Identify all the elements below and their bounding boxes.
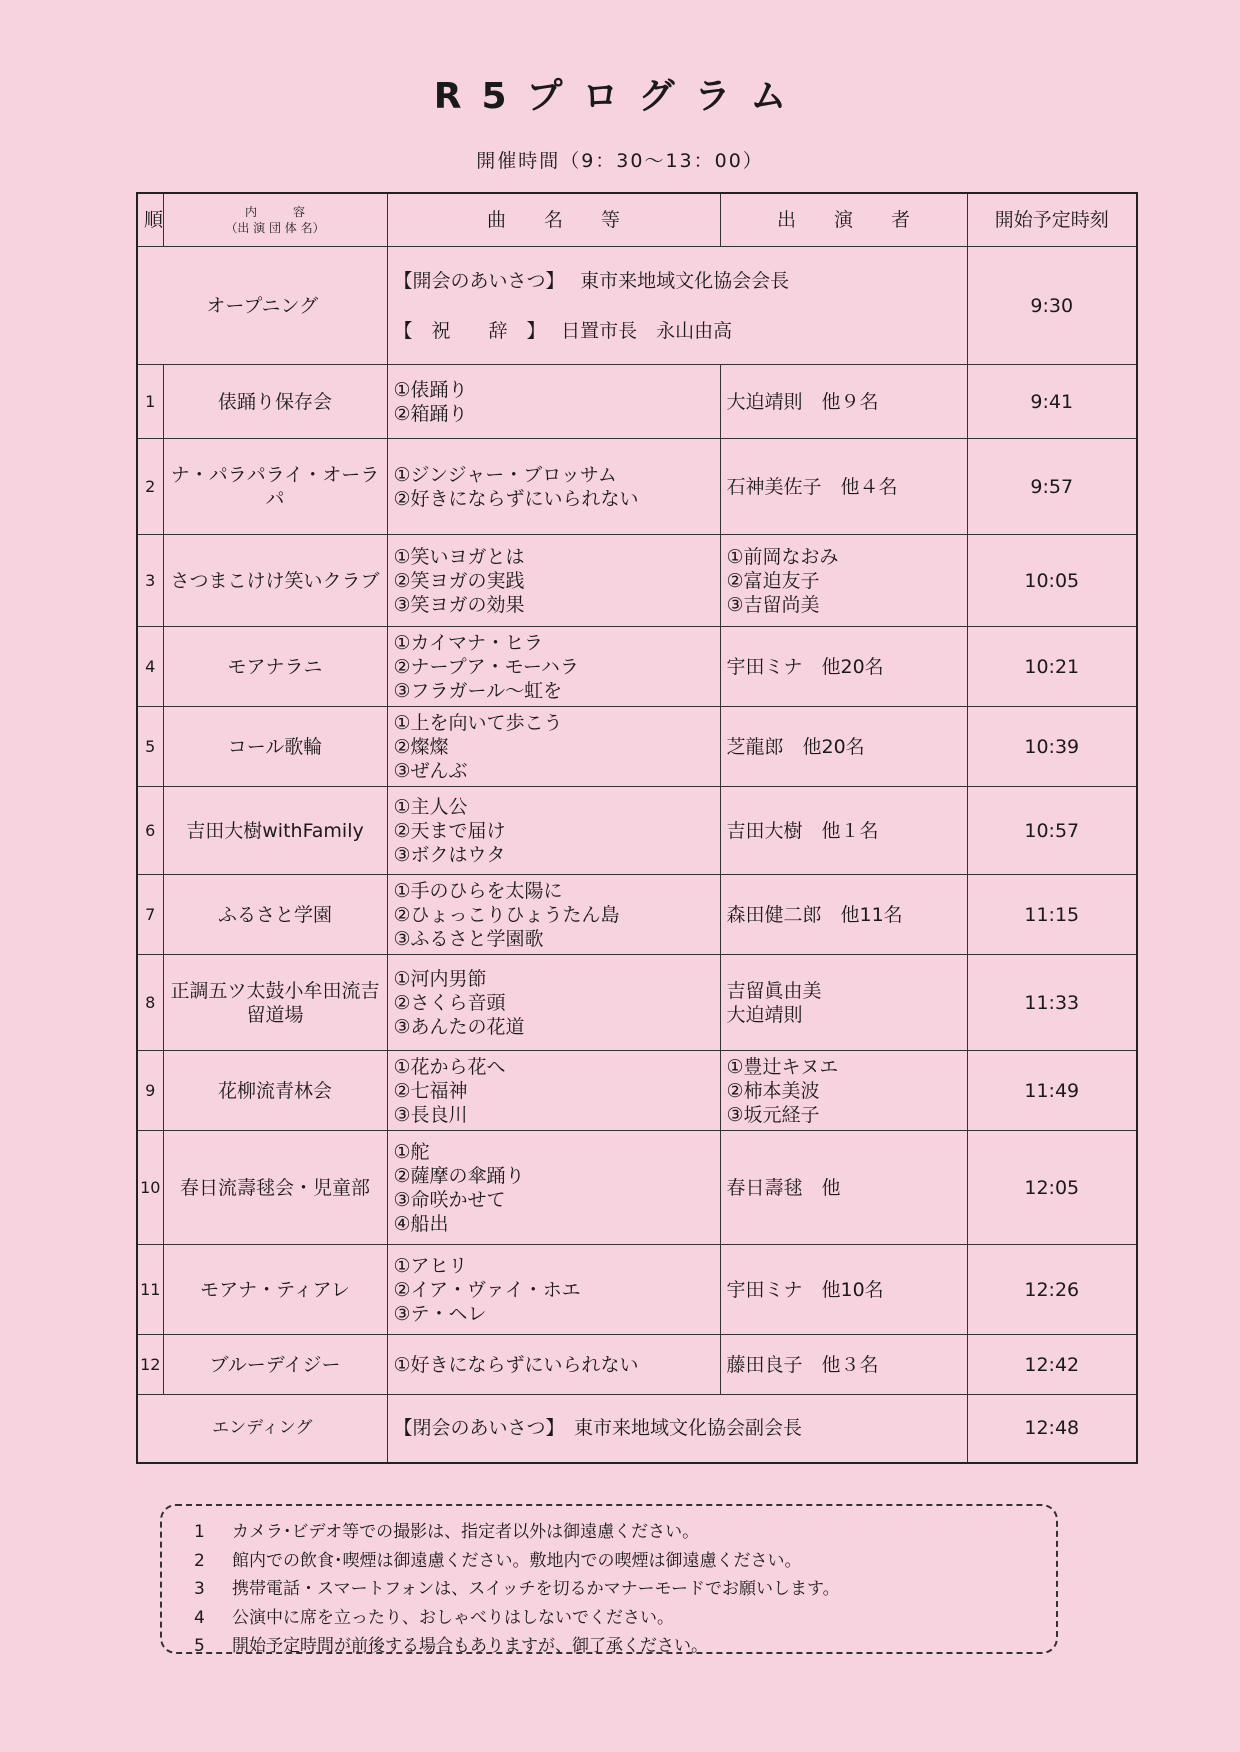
ending-row <box>137 1395 1137 1463</box>
performer-item: 藤田良子 他３名 <box>726 1353 879 1376</box>
row-number: 1 <box>137 365 163 439</box>
start-time: 10:05 <box>967 535 1137 627</box>
performer-list <box>720 365 967 439</box>
song-item: ①ジンジャー・ブロッサム <box>393 463 617 486</box>
song-item: ①笑いヨガとは <box>393 545 525 568</box>
table-row <box>137 707 1137 787</box>
song-item: ①カイマナ・ヒラ <box>393 631 543 654</box>
note-number: 3 <box>194 1579 205 1599</box>
song-item: ②天まで届け <box>393 819 506 842</box>
song-item: ④船出 <box>393 1212 449 1235</box>
note-item <box>194 1604 1056 1633</box>
performer-item: ①前岡なおみ <box>726 545 839 568</box>
note-item <box>194 1547 1056 1576</box>
opening-line-2-value: 日置市長 永山由高 <box>561 319 733 342</box>
start-time: 12:05 <box>967 1131 1137 1245</box>
start-time: 12:26 <box>967 1245 1137 1335</box>
song-item: ①上を向いて歩こう <box>393 711 563 734</box>
header-start-time: 開始予定時刻 <box>967 193 1137 247</box>
note-text: 携帯電話・スマートフォンは、スイッチを切るかマナーモードでお願いします。 <box>232 1579 840 1599</box>
song-item: ③命咲かせて <box>393 1188 506 1211</box>
ending-content: 【閉会のあいさつ】 東市来地域文化協会副会長 <box>387 1395 967 1463</box>
performer-list <box>720 1245 967 1335</box>
song-item: ①舵 <box>393 1140 430 1163</box>
opening-line-1 <box>394 269 961 293</box>
performer-item: 宇田ミナ 他20名 <box>726 655 884 678</box>
song-list <box>387 365 720 439</box>
performer-item: ②富迫友子 <box>726 569 820 592</box>
opening-time: 9:30 <box>967 247 1137 365</box>
row-number: 4 <box>137 627 163 707</box>
start-time: 11:15 <box>967 875 1137 955</box>
performer-item: 宇田ミナ 他10名 <box>726 1278 884 1301</box>
note-item <box>194 1632 1056 1661</box>
start-time: 9:57 <box>967 439 1137 535</box>
row-number: 6 <box>137 787 163 875</box>
song-item: ①手のひらを太陽に <box>393 879 563 902</box>
song-item: ①花から花へ <box>393 1055 506 1078</box>
program-rows <box>137 365 1137 1395</box>
note-item <box>194 1575 1056 1604</box>
song-item: ②笑ヨガの実践 <box>393 569 525 592</box>
performer-item: 春日壽毬 他 <box>726 1176 841 1199</box>
note-text: 館内での飲食･喫煙は御遠慮ください。敷地内での喫煙は御遠慮ください。 <box>232 1550 802 1571</box>
note-text: カメラ･ビデオ等での撮影は、指定者以外は御遠慮ください。 <box>232 1522 700 1542</box>
group-name: 俵踊り保存会 <box>163 365 387 439</box>
start-time: 12:42 <box>967 1335 1137 1395</box>
start-time: 11:49 <box>967 1051 1137 1131</box>
song-list <box>387 707 720 787</box>
opening-line-1-key: 【開会のあいさつ】 <box>393 269 556 292</box>
performer-item: 吉留眞由美 <box>726 979 822 1002</box>
table-row <box>137 1335 1137 1395</box>
song-item: ②好きにならずにいられない <box>393 487 639 510</box>
song-item: ②薩摩の傘踊り <box>393 1164 525 1187</box>
table-row <box>137 627 1137 707</box>
header-content <box>163 193 387 247</box>
song-item: ③あんたの花道 <box>393 1015 525 1038</box>
performer-list <box>720 1051 967 1131</box>
event-hours: 開催時間（9：30〜13：00） <box>476 150 764 172</box>
table-row <box>137 1245 1137 1335</box>
start-time: 10:21 <box>967 627 1137 707</box>
opening-row <box>137 247 1137 365</box>
performer-item: ②柿本美波 <box>726 1079 820 1102</box>
table-row <box>137 787 1137 875</box>
group-name: モアナ・ティアレ <box>163 1245 387 1335</box>
group-name: 春日流壽毬会・児童部 <box>163 1131 387 1245</box>
song-item: ③テ・ヘレ <box>393 1302 487 1325</box>
group-name: 正調五ツ太鼓小牟田流吉留道場 <box>163 955 387 1051</box>
opening-label: オープニング <box>137 247 387 365</box>
group-name: ふるさと学園 <box>163 875 387 955</box>
page-title: R5プログラム <box>433 76 807 117</box>
note-number: 5 <box>194 1636 205 1656</box>
performer-item: 石神美佐子 他４名 <box>726 475 898 498</box>
start-time: 11:33 <box>967 955 1137 1051</box>
song-list <box>387 875 720 955</box>
song-item: ②イア・ヴァイ・ホエ <box>393 1278 581 1301</box>
song-item: ③ふるさと学園歌 <box>393 927 544 950</box>
row-number: 9 <box>137 1051 163 1131</box>
opening-line-2 <box>394 319 961 343</box>
song-item: ①主人公 <box>393 795 468 818</box>
row-number: 5 <box>137 707 163 787</box>
row-number: 7 <box>137 875 163 955</box>
opening-line-1-value: 東市来地域文化協会会長 <box>580 269 790 292</box>
performer-list <box>720 707 967 787</box>
start-time: 10:39 <box>967 707 1137 787</box>
song-list <box>387 1245 720 1335</box>
song-item: ①アヒリ <box>393 1254 468 1277</box>
opening-content <box>387 247 967 365</box>
opening-line-2-key: 【 祝 辞 】 <box>393 319 537 342</box>
song-list <box>387 1131 720 1245</box>
table-row <box>137 1131 1137 1245</box>
table-row <box>137 535 1137 627</box>
performer-list <box>720 1335 967 1395</box>
song-item: ②さくら音頭 <box>393 991 506 1014</box>
performer-item: ①豊辻キヌエ <box>726 1055 839 1078</box>
performer-list <box>720 875 967 955</box>
row-number: 10 <box>137 1131 163 1245</box>
song-item: ①好きにならずにいられない <box>393 1353 639 1376</box>
note-number: 2 <box>194 1550 205 1571</box>
note-text: 公演中に席を立ったり、おしゃべりはしないでください。 <box>232 1607 674 1628</box>
start-time: 10:57 <box>967 787 1137 875</box>
group-name: ブルーデイジー <box>163 1335 387 1395</box>
song-item: ②ナープア・モーハラ <box>393 655 579 678</box>
song-list <box>387 1335 720 1395</box>
row-number: 2 <box>137 439 163 535</box>
song-item: ②ひょっこりひょうたん島 <box>393 903 620 926</box>
header-content-label: 内 容 <box>244 205 305 219</box>
group-name: ナ・パラパライ・オーラパ <box>163 439 387 535</box>
group-name: 吉田大樹withFamily <box>163 787 387 875</box>
header-songs: 曲 名 等 <box>387 193 720 247</box>
program-table <box>136 192 1138 1464</box>
group-name: さつまこけけ笑いクラブ <box>163 535 387 627</box>
song-item: ①河内男節 <box>393 967 487 990</box>
performer-item: 大迫靖則 他９名 <box>726 390 879 413</box>
performer-list <box>720 627 967 707</box>
row-number: 12 <box>137 1335 163 1395</box>
song-item: ③笑ヨガの効果 <box>393 593 525 616</box>
song-item: ②燦燦 <box>393 735 449 758</box>
song-item: ①俵踊り <box>393 378 468 401</box>
song-list <box>387 787 720 875</box>
group-name: コール歌輪 <box>163 707 387 787</box>
performer-list <box>720 439 967 535</box>
table-row <box>137 875 1137 955</box>
song-item: ③長良川 <box>393 1103 468 1126</box>
start-time: 9:41 <box>967 365 1137 439</box>
table-row <box>137 439 1137 535</box>
row-number: 11 <box>137 1245 163 1335</box>
row-number: 8 <box>137 955 163 1051</box>
performer-list <box>720 787 967 875</box>
performer-list <box>720 1131 967 1245</box>
group-name: 花柳流青林会 <box>163 1051 387 1131</box>
performer-item: 吉田大樹 他１名 <box>726 819 879 842</box>
ending-time: 12:48 <box>967 1395 1137 1463</box>
song-item: ②箱踊り <box>393 402 468 425</box>
song-list <box>387 627 720 707</box>
table-header-row <box>137 193 1137 247</box>
ending-label: エンディング <box>137 1395 387 1463</box>
performer-item: 芝龍郎 他20名 <box>726 735 865 758</box>
group-name: モアナラニ <box>163 627 387 707</box>
song-list <box>387 439 720 535</box>
table-row <box>137 365 1137 439</box>
performer-list <box>720 535 967 627</box>
table-row <box>137 955 1137 1051</box>
song-item: ③ぜんぶ <box>393 759 468 782</box>
performer-item: ③吉留尚美 <box>726 593 820 616</box>
table-row <box>137 1051 1137 1131</box>
performer-list <box>720 955 967 1051</box>
performer-item: 森田健二郎 他11名 <box>726 903 903 926</box>
song-item: ②七福神 <box>393 1079 468 1102</box>
note-number: 4 <box>194 1607 205 1628</box>
header-content-sub: （出 演 団 体 名） <box>225 221 325 235</box>
song-item: ③フラガール〜虹を <box>393 679 563 702</box>
performer-item: ③坂元経子 <box>726 1103 820 1126</box>
song-list <box>387 1051 720 1131</box>
note-text: 開始予定時間が前後する場合もありますが、御了承ください。 <box>232 1636 708 1656</box>
song-list <box>387 535 720 627</box>
note-item <box>194 1518 1056 1547</box>
note-number: 1 <box>194 1522 205 1542</box>
row-number: 3 <box>137 535 163 627</box>
notes-box <box>160 1504 1058 1654</box>
song-list <box>387 955 720 1051</box>
performer-item: 大迫靖則 <box>726 1003 803 1026</box>
header-order: 順 <box>137 193 163 247</box>
header-performers: 出 演 者 <box>720 193 967 247</box>
song-item: ③ボクはウタ <box>393 843 506 866</box>
